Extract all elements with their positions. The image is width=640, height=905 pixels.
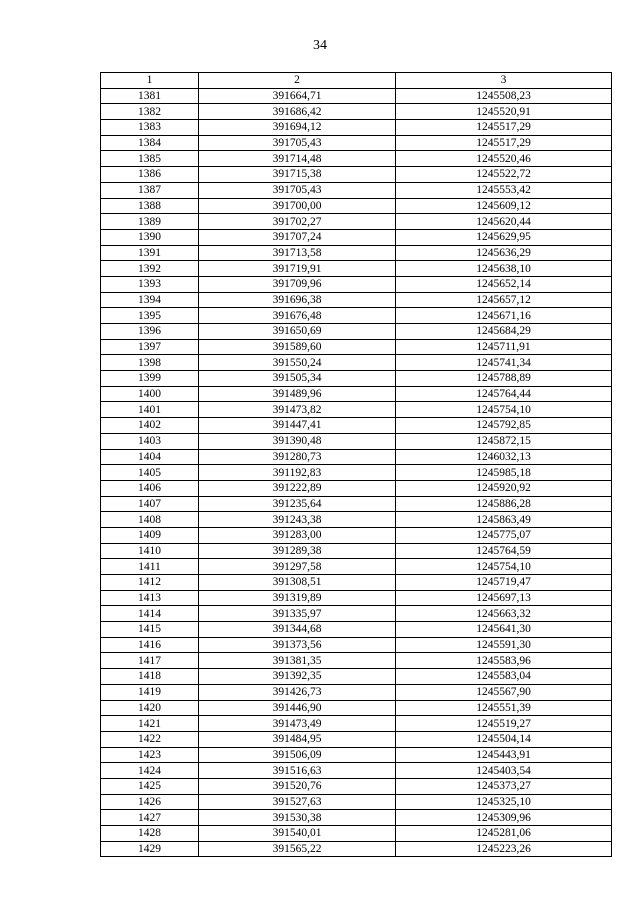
point-number-cell: 1412	[101, 575, 199, 591]
table-row	[101, 135, 612, 151]
table-row	[101, 104, 612, 120]
table-row	[101, 229, 612, 245]
y-coordinate-cell: 1245281,06	[396, 826, 612, 842]
table-row	[101, 731, 612, 747]
x-coordinate-cell: 391308,51	[199, 575, 396, 591]
x-coordinate-cell: 391373,56	[199, 637, 396, 653]
x-coordinate-cell: 391506,09	[199, 747, 396, 763]
point-number-cell: 1415	[101, 622, 199, 638]
table-body	[101, 88, 612, 857]
table-row	[101, 606, 612, 622]
point-number-cell: 1402	[101, 418, 199, 434]
point-number-cell: 1388	[101, 198, 199, 214]
y-coordinate-cell: 1246032,13	[396, 449, 612, 465]
x-coordinate-cell: 391650,69	[199, 324, 396, 340]
x-coordinate-cell: 391694,12	[199, 120, 396, 136]
table-row	[101, 88, 612, 104]
x-coordinate-cell: 391446,90	[199, 700, 396, 716]
x-coordinate-cell: 391719,91	[199, 261, 396, 277]
y-coordinate-cell: 1245520,91	[396, 104, 612, 120]
point-number-cell: 1413	[101, 590, 199, 606]
x-coordinate-cell: 391335,97	[199, 606, 396, 622]
table-row	[101, 669, 612, 685]
y-coordinate-cell: 1245684,29	[396, 324, 612, 340]
x-coordinate-cell: 391235,64	[199, 496, 396, 512]
point-number-cell: 1419	[101, 684, 199, 700]
point-number-cell: 1420	[101, 700, 199, 716]
point-number-cell: 1394	[101, 292, 199, 308]
point-number-cell: 1397	[101, 339, 199, 355]
y-coordinate-cell: 1245872,15	[396, 433, 612, 449]
y-coordinate-cell: 1245508,23	[396, 88, 612, 104]
point-number-cell: 1405	[101, 465, 199, 481]
y-coordinate-cell: 1245551,39	[396, 700, 612, 716]
x-coordinate-cell: 391713,58	[199, 245, 396, 261]
point-number-cell: 1411	[101, 559, 199, 575]
point-number-cell: 1386	[101, 167, 199, 183]
y-coordinate-cell: 1245985,18	[396, 465, 612, 481]
point-number-cell: 1395	[101, 308, 199, 324]
x-coordinate-cell: 391696,38	[199, 292, 396, 308]
point-number-cell: 1414	[101, 606, 199, 622]
table-row	[101, 810, 612, 826]
y-coordinate-cell: 1245629,95	[396, 229, 612, 245]
point-number-cell: 1406	[101, 480, 199, 496]
x-coordinate-cell: 391484,95	[199, 731, 396, 747]
x-coordinate-cell: 391530,38	[199, 810, 396, 826]
x-coordinate-cell: 391243,38	[199, 512, 396, 528]
table-row	[101, 418, 612, 434]
table-row	[101, 575, 612, 591]
table-row	[101, 182, 612, 198]
point-number-cell: 1392	[101, 261, 199, 277]
point-number-cell: 1422	[101, 731, 199, 747]
x-coordinate-cell: 391392,35	[199, 669, 396, 685]
table-row	[101, 308, 612, 324]
y-coordinate-cell: 1245671,16	[396, 308, 612, 324]
table-row	[101, 371, 612, 387]
table-row	[101, 402, 612, 418]
point-number-cell: 1389	[101, 214, 199, 230]
point-number-cell: 1421	[101, 716, 199, 732]
x-coordinate-cell: 391381,35	[199, 653, 396, 669]
y-coordinate-cell: 1245652,14	[396, 276, 612, 292]
x-coordinate-cell: 391527,63	[199, 794, 396, 810]
y-coordinate-cell: 1245754,10	[396, 559, 612, 575]
point-number-cell: 1428	[101, 826, 199, 842]
table-row	[101, 763, 612, 779]
x-coordinate-cell: 391705,43	[199, 135, 396, 151]
table-header-row	[101, 73, 612, 89]
point-number-cell: 1385	[101, 151, 199, 167]
y-coordinate-cell: 1245775,07	[396, 527, 612, 543]
y-coordinate-cell: 1245788,89	[396, 371, 612, 387]
point-number-cell: 1429	[101, 841, 199, 857]
x-coordinate-cell: 391426,73	[199, 684, 396, 700]
x-coordinate-cell: 391489,96	[199, 386, 396, 402]
table-row	[101, 747, 612, 763]
x-coordinate-cell: 391289,38	[199, 543, 396, 559]
y-coordinate-cell: 1245741,34	[396, 355, 612, 371]
point-number-cell: 1416	[101, 637, 199, 653]
table-row	[101, 559, 612, 575]
y-coordinate-cell: 1245754,10	[396, 402, 612, 418]
point-number-cell: 1425	[101, 778, 199, 794]
point-number-cell: 1418	[101, 669, 199, 685]
x-coordinate-cell: 391565,22	[199, 841, 396, 857]
x-coordinate-cell: 391192,83	[199, 465, 396, 481]
y-coordinate-cell: 1245863,49	[396, 512, 612, 528]
table-row	[101, 512, 612, 528]
y-coordinate-cell: 1245567,90	[396, 684, 612, 700]
y-coordinate-cell: 1245517,29	[396, 135, 612, 151]
x-coordinate-cell: 391319,89	[199, 590, 396, 606]
y-coordinate-cell: 1245443,91	[396, 747, 612, 763]
table-row	[101, 120, 612, 136]
point-number-cell: 1387	[101, 182, 199, 198]
point-number-cell: 1404	[101, 449, 199, 465]
table-row	[101, 716, 612, 732]
y-coordinate-cell: 1245636,29	[396, 245, 612, 261]
table-row	[101, 386, 612, 402]
point-number-cell: 1426	[101, 794, 199, 810]
x-coordinate-cell: 391473,49	[199, 716, 396, 732]
table-row	[101, 527, 612, 543]
y-coordinate-cell: 1245764,59	[396, 543, 612, 559]
coordinates-table	[100, 72, 612, 857]
y-coordinate-cell: 1245792,85	[396, 418, 612, 434]
y-coordinate-cell: 1245764,44	[396, 386, 612, 402]
table-row	[101, 841, 612, 857]
point-number-cell: 1403	[101, 433, 199, 449]
x-coordinate-cell: 391344,68	[199, 622, 396, 638]
x-coordinate-cell: 391222,89	[199, 480, 396, 496]
point-number-cell: 1399	[101, 371, 199, 387]
table-row	[101, 292, 612, 308]
table-row	[101, 151, 612, 167]
point-number-cell: 1400	[101, 386, 199, 402]
table-row	[101, 245, 612, 261]
y-coordinate-cell: 1245638,10	[396, 261, 612, 277]
point-number-cell: 1424	[101, 763, 199, 779]
table-row	[101, 637, 612, 653]
y-coordinate-cell: 1245591,30	[396, 637, 612, 653]
point-number-cell: 1427	[101, 810, 199, 826]
y-coordinate-cell: 1245663,32	[396, 606, 612, 622]
table-row	[101, 794, 612, 810]
y-coordinate-cell: 1245719,47	[396, 575, 612, 591]
x-coordinate-cell: 391700,00	[199, 198, 396, 214]
y-coordinate-cell: 1245886,28	[396, 496, 612, 512]
x-coordinate-cell: 391702,27	[199, 214, 396, 230]
y-coordinate-cell: 1245522,72	[396, 167, 612, 183]
point-number-cell: 1382	[101, 104, 199, 120]
x-coordinate-cell: 391715,38	[199, 167, 396, 183]
point-number-cell: 1398	[101, 355, 199, 371]
y-coordinate-cell: 1245583,04	[396, 669, 612, 685]
table-row	[101, 276, 612, 292]
y-coordinate-cell: 1245697,13	[396, 590, 612, 606]
x-coordinate-cell: 391473,82	[199, 402, 396, 418]
table-row	[101, 653, 612, 669]
point-number-cell: 1407	[101, 496, 199, 512]
x-coordinate-cell: 391520,76	[199, 778, 396, 794]
y-coordinate-cell: 1245373,27	[396, 778, 612, 794]
y-coordinate-cell: 1245517,29	[396, 120, 612, 136]
point-number-cell: 1396	[101, 324, 199, 340]
y-coordinate-cell: 1245609,12	[396, 198, 612, 214]
point-number-cell: 1401	[101, 402, 199, 418]
y-coordinate-cell: 1245641,30	[396, 622, 612, 638]
y-coordinate-cell: 1245583,96	[396, 653, 612, 669]
x-coordinate-cell: 391676,48	[199, 308, 396, 324]
table-row	[101, 684, 612, 700]
table-row	[101, 590, 612, 606]
point-number-cell: 1381	[101, 88, 199, 104]
table-row	[101, 339, 612, 355]
y-coordinate-cell: 1245553,42	[396, 182, 612, 198]
point-number-cell: 1408	[101, 512, 199, 528]
point-number-cell: 1409	[101, 527, 199, 543]
x-coordinate-cell: 391540,01	[199, 826, 396, 842]
table-row	[101, 261, 612, 277]
x-coordinate-cell: 391516,63	[199, 763, 396, 779]
table-row	[101, 543, 612, 559]
table-row	[101, 480, 612, 496]
table-row	[101, 324, 612, 340]
point-number-cell: 1391	[101, 245, 199, 261]
table-row	[101, 496, 612, 512]
y-coordinate-cell: 1245711,91	[396, 339, 612, 355]
x-coordinate-cell: 391686,42	[199, 104, 396, 120]
x-coordinate-cell: 391297,58	[199, 559, 396, 575]
y-coordinate-cell: 1245309,96	[396, 810, 612, 826]
table-row	[101, 198, 612, 214]
column-header-2: 2	[199, 73, 396, 89]
column-header-1: 1	[101, 73, 199, 89]
table-row	[101, 700, 612, 716]
y-coordinate-cell: 1245223,26	[396, 841, 612, 857]
point-number-cell: 1384	[101, 135, 199, 151]
x-coordinate-cell: 391283,00	[199, 527, 396, 543]
table-row	[101, 778, 612, 794]
x-coordinate-cell: 391447,41	[199, 418, 396, 434]
x-coordinate-cell: 391714,48	[199, 151, 396, 167]
table-row	[101, 465, 612, 481]
x-coordinate-cell: 391505,34	[199, 371, 396, 387]
x-coordinate-cell: 391280,73	[199, 449, 396, 465]
table-row	[101, 214, 612, 230]
x-coordinate-cell: 391705,43	[199, 182, 396, 198]
y-coordinate-cell: 1245657,12	[396, 292, 612, 308]
table-row	[101, 355, 612, 371]
x-coordinate-cell: 391550,24	[199, 355, 396, 371]
y-coordinate-cell: 1245920,92	[396, 480, 612, 496]
x-coordinate-cell: 391707,24	[199, 229, 396, 245]
x-coordinate-cell: 391589,60	[199, 339, 396, 355]
point-number-cell: 1423	[101, 747, 199, 763]
x-coordinate-cell: 391709,96	[199, 276, 396, 292]
y-coordinate-cell: 1245620,44	[396, 214, 612, 230]
point-number-cell: 1410	[101, 543, 199, 559]
y-coordinate-cell: 1245519,27	[396, 716, 612, 732]
x-coordinate-cell: 391390,48	[199, 433, 396, 449]
y-coordinate-cell: 1245520,46	[396, 151, 612, 167]
table-row	[101, 433, 612, 449]
y-coordinate-cell: 1245403,54	[396, 763, 612, 779]
table-row	[101, 826, 612, 842]
y-coordinate-cell: 1245325,10	[396, 794, 612, 810]
table-row	[101, 622, 612, 638]
x-coordinate-cell: 391664,71	[199, 88, 396, 104]
point-number-cell: 1390	[101, 229, 199, 245]
table-row	[101, 167, 612, 183]
point-number-cell: 1417	[101, 653, 199, 669]
point-number-cell: 1383	[101, 120, 199, 136]
point-number-cell: 1393	[101, 276, 199, 292]
column-header-3: 3	[396, 73, 612, 89]
page-number: 34	[313, 38, 327, 53]
y-coordinate-cell: 1245504,14	[396, 731, 612, 747]
table-row	[101, 449, 612, 465]
